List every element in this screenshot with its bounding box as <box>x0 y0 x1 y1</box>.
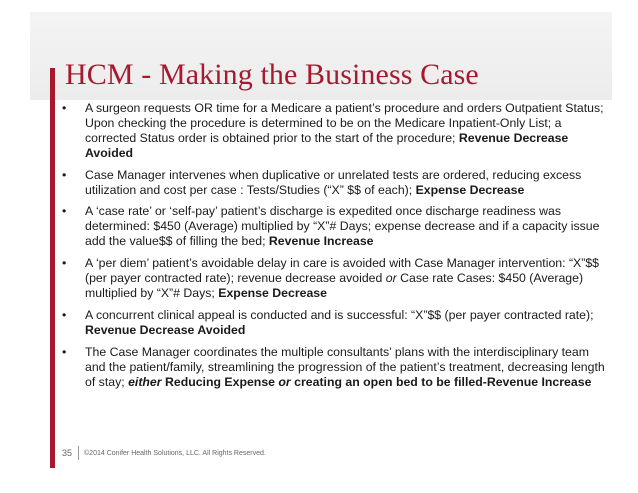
slide-footer <box>62 446 266 460</box>
bullet-marker: • <box>62 344 67 359</box>
copyright-text: ©2014 Conifer Health Solutions, LLC. All Rights Reserved. <box>84 449 266 457</box>
bullet-text: A ‘per diem’ patient’s avoidable delay in care is avoided with Case Manager intervention: “X”$$ (per payer contracted rate); revenue decrease avoided <box>85 256 600 286</box>
page-number: 35 <box>62 448 73 458</box>
accent-bar <box>50 68 55 468</box>
bullet-text-bold <box>278 375 290 389</box>
slide-title: HCM - Making the Business Case <box>65 58 479 91</box>
bullet-item <box>62 168 610 198</box>
bullet-item <box>62 256 610 301</box>
bullet-text: A ‘case rate’ or ‘self-pay’ patient’s discharge is expedited once discharge readiness was determined: $450 (Average) multiplied by “X”# Days; expense decrease and if a capacity issue add the value$$ of filling the bed; <box>85 204 600 249</box>
bullet-text-bold: Expense Decrease <box>415 182 525 197</box>
footer-divider <box>78 446 79 460</box>
bullet-item <box>62 345 610 390</box>
bullet-text-bold: Revenue Decrease Avoided <box>85 130 569 160</box>
bullet-text-emphasis: or <box>278 374 291 389</box>
bullet-marker: • <box>62 307 67 322</box>
bullet-text: or <box>385 271 397 286</box>
bullet-marker: • <box>62 167 67 182</box>
bullet-marker: • <box>62 256 67 271</box>
bullet-text-bold: Revenue Decrease Avoided <box>85 322 246 337</box>
bullet-item <box>62 204 610 249</box>
bullet-text-bold: Reducing Expense <box>161 374 279 389</box>
bullet-text-emphasis: either <box>128 374 162 389</box>
bullet-list <box>62 101 610 396</box>
bullet-text-bold <box>128 375 162 389</box>
bullet-text-bold: Revenue Increase <box>268 234 374 249</box>
bullet-text: The Case Manager coordinates the multiple consultants’ plans with the interdisciplinary team and the patient/family, streamlining the progression of the patient’s treatment, decreasing length of stay; <box>85 344 605 389</box>
bullet-text: Case rate Cases: $450 (Average) multiplied by “X”# Days; <box>85 271 584 300</box>
bullet-item <box>62 308 610 338</box>
bullet-text-bold: Expense Decrease <box>218 285 327 300</box>
bullet-text: A surgeon requests OR time for a Medicare a patient’s procedure and orders Outpatient Status; Upon checking the procedure is determined to be on the Medicare Inpatient-Only List; a corrected Status order is obtained prior to the start of the procedure; <box>85 101 604 145</box>
bullet-text-bold: creating an open bed to be filled-Revenue Increase <box>290 374 592 389</box>
bullet-text: Case Manager intervenes when duplicative or unrelated tests are ordered, reducing excess utilization and cost per case : Tests/Studies (“X” $$ of each); <box>85 167 582 197</box>
bullet-marker: • <box>62 204 67 219</box>
bullet-marker: • <box>62 101 67 115</box>
bullet-item <box>62 101 610 161</box>
bullet-text: A concurrent clinical appeal is conducted and is successful: “X”$$ (per payer contracted rate); <box>85 307 594 322</box>
